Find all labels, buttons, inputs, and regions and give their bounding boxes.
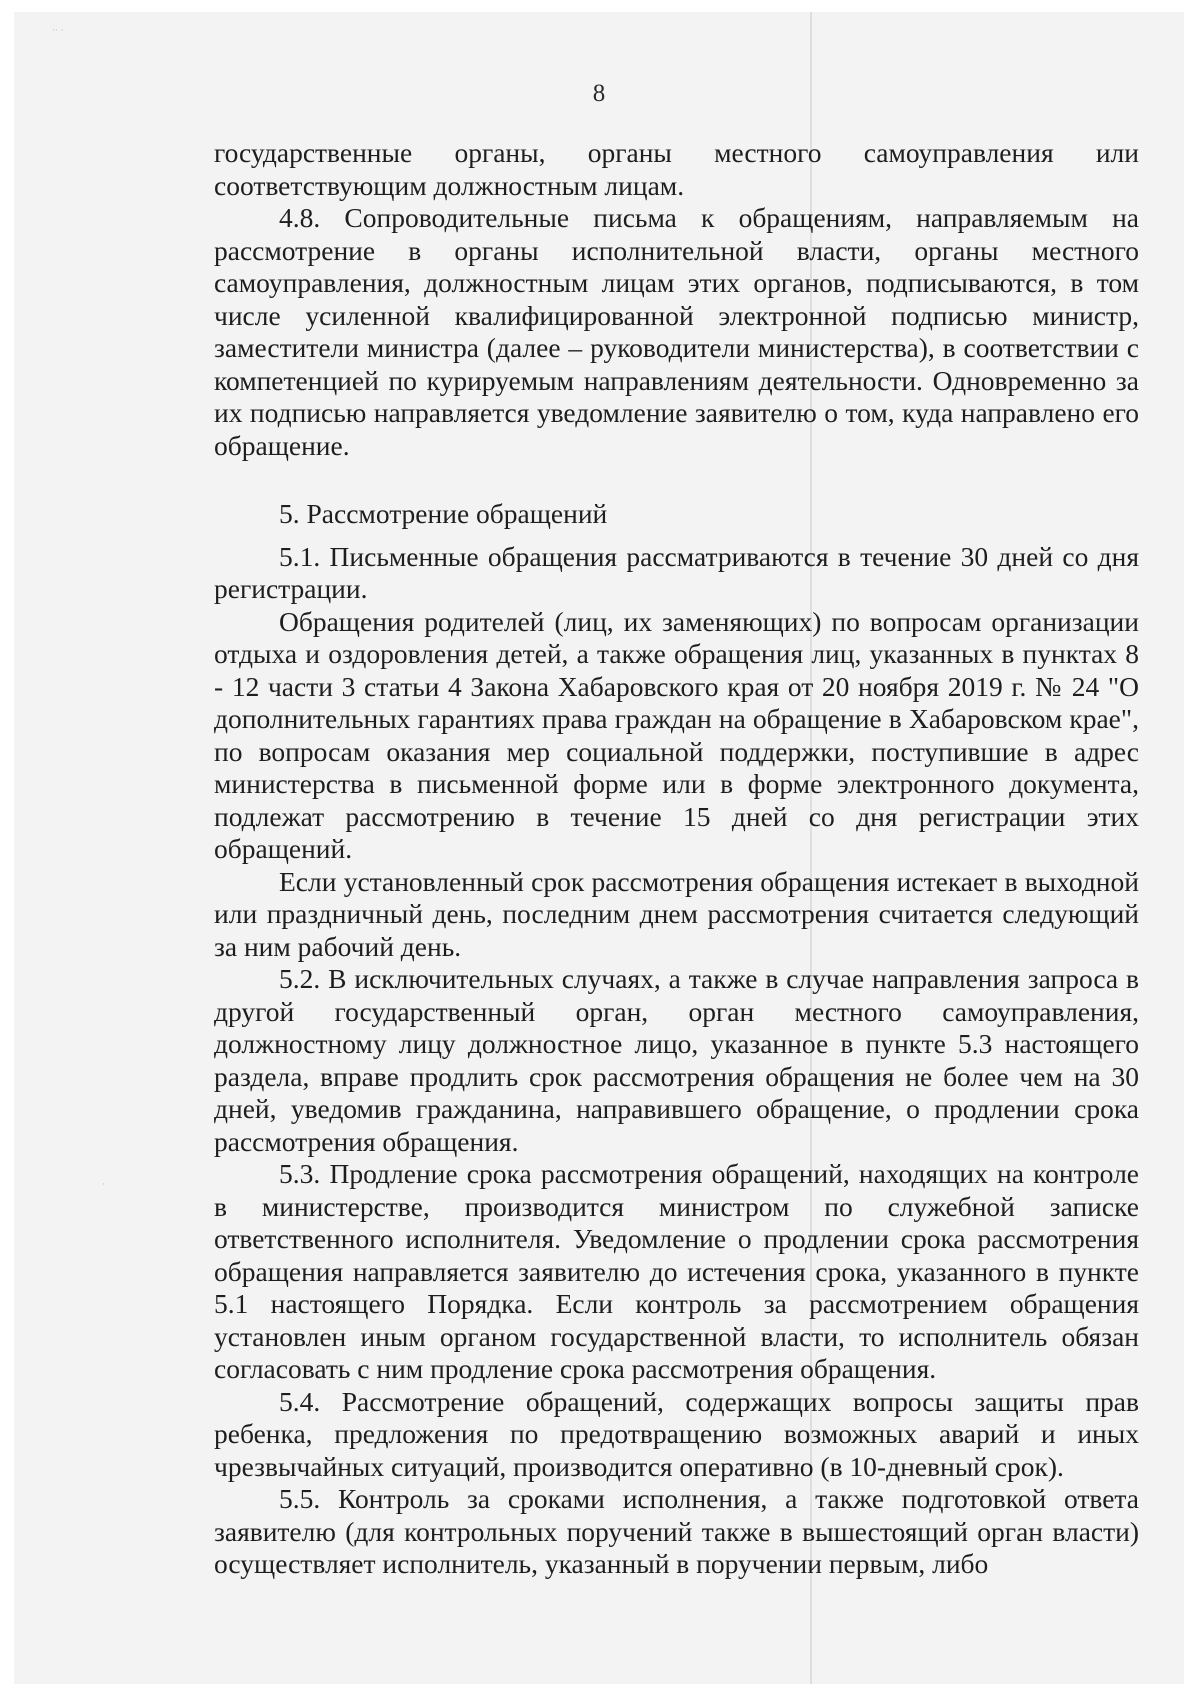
- page-number: 8: [592, 80, 606, 107]
- paragraph-5-1: 5.1. Письменные обращения рассматриваются в течение 30 дней со дня регистрации.: [214, 540, 1139, 604]
- scan-speck: ·· ·: [52, 26, 64, 36]
- section-heading-5: 5. Рассмотрение обращений: [279, 498, 608, 529]
- paragraph-5-3: 5.3. Продление срока рассмотрения обращений, находящих на контроле в министерстве, производится министром по служебной записке ответственного исполнителя. Уведомление о продлении срока рассмотрения обращения направляется заявителю до истечения срока, указанного в пункте 5.1 настоящего Порядка. Если контроль за рассмотрением обращения установлен иным органом государственной власти, то исполнитель обязан согласовать с ним продление срока рассмотрения обращения.: [214, 1158, 1139, 1384]
- paragraph-continuation: государственные органы, органы местного самоуправления или соответствующим должностным лицам.: [214, 137, 1139, 201]
- scan-speck: ·: [102, 1180, 105, 1190]
- paragraph-5-1-parents: Обращения родителей (лиц, их заменяющих) по вопросам организации отдыха и оздоровления детей, а также обращения лиц, указанных в пунктах 8 - 12 части 3 статьи 4 Закона Хабаровского края от 20 ноября 2019 г. № 24 "О дополнительных гарантиях права граждан на обращение в Хабаровском крае", по вопросам оказания мер социальной поддержки, поступившие в адрес министерства в письменной форме или в форме электронного документа, подлежат рассмотрению в течение 15 дней со дня регистрации этих обращений.: [214, 605, 1139, 864]
- paragraph-5-4: 5.4. Рассмотрение обращений, содержащих вопросы защиты прав ребенка, предложения по предотвращению возможных аварий и иных чрезвычайных ситуаций, производится оперативно (в 10-дневный срок).: [214, 1385, 1139, 1482]
- paragraph-5-2: 5.2. В исключительных случаях, а также в случае направления запроса в другой государственный орган, орган местного самоуправления, должностному лицу должностное лицо, указанное в пункте 5.3 настоящего раздела, вправе продлить срок рассмотрения обращения не более чем на 30 дней, уведомив гражданина, направившего обращение, о продлении срока рассмотрения обращения.: [214, 963, 1139, 1157]
- document-body: [214, 137, 1139, 1581]
- document-page: [14, 12, 1184, 1684]
- paragraph-4-8: 4.8. Сопроводительные письма к обращениям, направляемым на рассмотрение в органы исполнительной власти, органы местного самоуправления, должностным лицам этих органов, подписываются, в том числе усиленной квалифицированной электронной подписью министр, заместители министра (далее – руководители министерства), в соответствии с компетенцией по курируемым направлениям деятельности. Одновременно за их подписью направляется уведомление заявителю о том, куда направлено его обращение.: [214, 202, 1139, 461]
- paragraph-5-5: 5.5. Контроль за сроками исполнения, а также подготовкой ответа заявителю (для контрольных поручений также в вышестоящий орган власти) осуществляет исполнитель, указанный в поручении первым, либо: [214, 1483, 1139, 1579]
- paragraph-5-1-deadline: Если установленный срок рассмотрения обращения истекает в выходной или праздничный день, последним днем рассмотрения считается следующий за ним рабочий день.: [214, 865, 1139, 962]
